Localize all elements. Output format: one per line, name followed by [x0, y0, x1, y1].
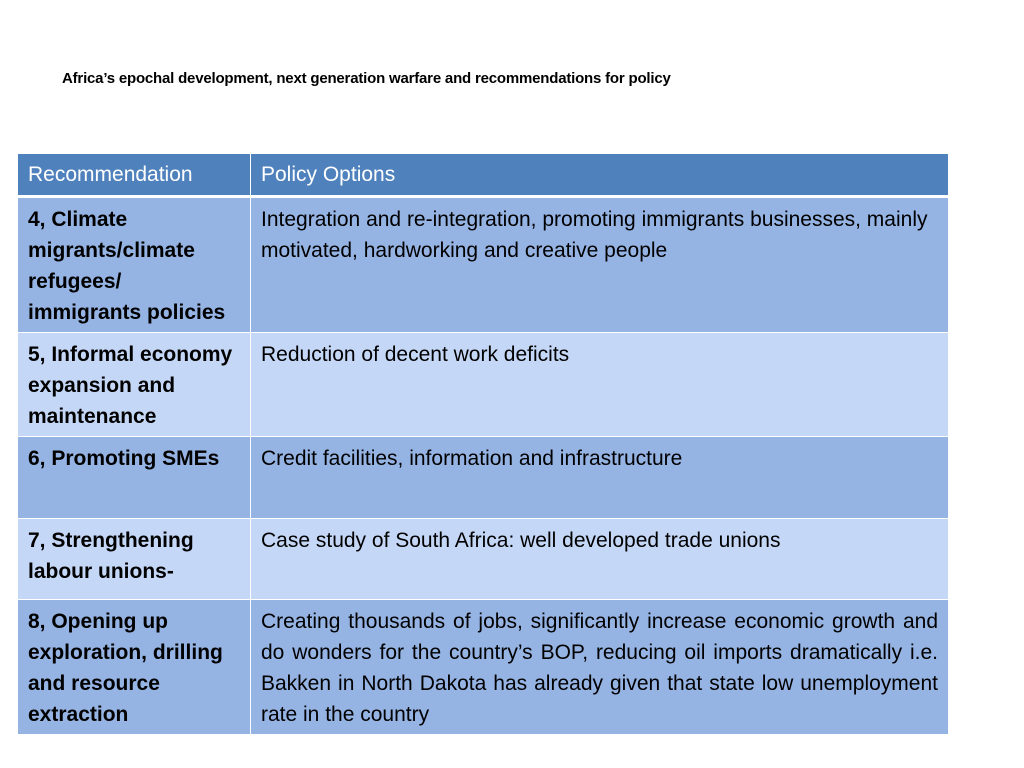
table-row	[18, 333, 949, 437]
table-row	[18, 197, 949, 333]
recommendation-cell: 6, Promoting SMEs	[18, 437, 251, 519]
slide-title: Africa’s epochal development, next generation warfare and recommendations for policy	[62, 70, 671, 87]
policy-cell: Case study of South Africa: well developed trade unions	[251, 519, 949, 600]
header-recommendation: Recommendation	[18, 154, 251, 197]
header-policy-options: Policy Options	[251, 154, 949, 197]
policy-cell: Credit facilities, information and infrastructure	[251, 437, 949, 519]
recommendation-cell: 7, Strengthening labour unions-	[18, 519, 251, 600]
policy-cell: Creating thousands of jobs, significantly increase economic growth and do wonders for the country’s BOP, reducing oil imports dramatically i.e. Bakken in North Dakota has already given that state low unemployment rate in the country	[251, 600, 949, 735]
table-header-row	[18, 154, 949, 197]
recommendation-cell: 5, Informal economy expansion and maintenance	[18, 333, 251, 437]
table-row	[18, 437, 949, 519]
table-row	[18, 519, 949, 600]
policy-cell: Reduction of decent work deficits	[251, 333, 949, 437]
recommendation-cell: 8, Opening up exploration, drilling and resource extraction	[18, 600, 251, 735]
recommendations-table	[17, 153, 949, 735]
table-row	[18, 600, 949, 735]
recommendation-cell: 4, Climate migrants/climate refugees/ immigrants policies	[18, 197, 251, 333]
policy-cell: Integration and re-integration, promoting immigrants businesses, mainly motivated, hardworking and creative people	[251, 197, 949, 333]
